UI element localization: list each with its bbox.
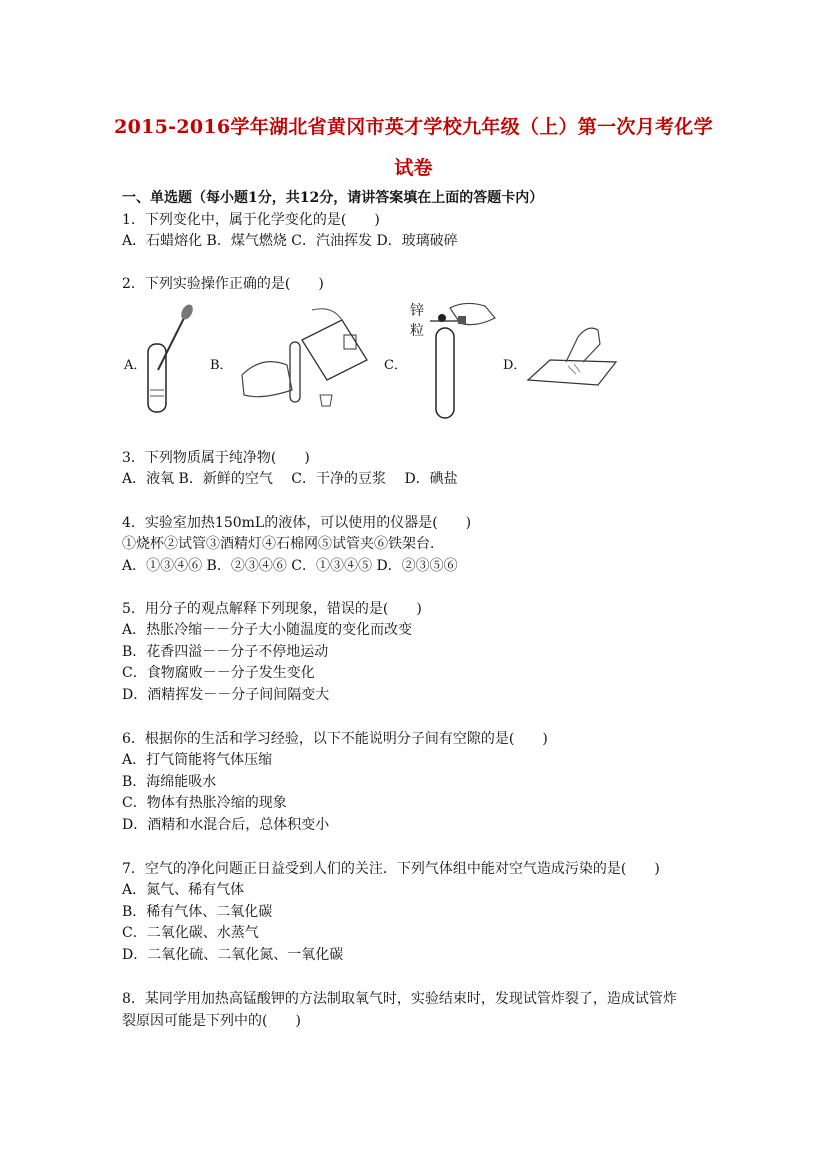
- figure-a-dropper-in-tube: [140, 300, 210, 420]
- figure-d-hand-on-paper: [528, 322, 618, 392]
- title-line-1: 2015-2016学年湖北省黄冈市英才学校九年级（上）第一次月考化学: [114, 116, 713, 138]
- question-7-option-b: B．稀有气体、二氧化碳: [122, 904, 273, 920]
- question-1-options: A．石蜡熔化 B．煤气燃烧 C．汽油挥发 D．玻璃破碎: [122, 233, 458, 249]
- zinc-label-2: 粒: [410, 323, 424, 339]
- figure-c-zinc-into-tube: [430, 298, 500, 423]
- question-6-option-b: B．海绵能吸水: [122, 774, 217, 790]
- question-8-stem-cont: 裂原因可能是下列中的( ): [122, 1013, 301, 1029]
- question-6-option-d: D．酒精和水混合后，总体积变小: [122, 817, 330, 833]
- question-4-stem: 4．实验室加热150mL的液体，可以使用的仪器是( ): [122, 515, 472, 531]
- question-4-options: A．①③④⑥ B．②③④⑥ C．①③④⑤ D．②③⑤⑥: [122, 558, 458, 574]
- question-5-option-b: B．花香四溢－－分子不停地运动: [122, 644, 329, 660]
- question-6-stem: 6．根据你的生活和学习经验，以下不能说明分子间有空隙的是( ): [122, 731, 548, 747]
- question-7-option-a: A．氮气、稀有气体: [122, 882, 245, 898]
- question-8-stem: 8．某同学用加热高锰酸钾的方法制取氧气时，实验结束时，发现试管炸裂了，造成试管炸: [122, 991, 677, 1007]
- question-7-option-c: C．二氧化碳、水蒸气: [122, 925, 259, 941]
- question-7-stem: 7．空气的净化问题正日益受到人们的关注．下列气体组中能对空气造成污染的是( ): [122, 861, 660, 877]
- figure-label-c: C．: [384, 358, 407, 373]
- title-line-2: 试卷: [394, 157, 433, 179]
- question-7-option-d: D．二氧化硫、二氧化氮、一氧化碳: [122, 947, 344, 963]
- question-6-option-c: C．物体有热胀冷缩的现象: [122, 795, 287, 811]
- question-5-option-a: A．热胀冷缩－－分子大小随温度的变化而改变: [122, 622, 413, 638]
- figure-label-b: B．: [210, 358, 233, 373]
- figure-b-pouring-liquid: [232, 300, 372, 420]
- question-3-stem: 3．下列物质属于纯净物( ): [122, 450, 310, 466]
- question-3-options: A．液氧 B．新鲜的空气 C．干净的豆浆 D．碘盐: [122, 471, 458, 487]
- figure-label-a: A．: [124, 358, 147, 373]
- question-2-stem: 2．下列实验操作正确的是( ): [122, 276, 324, 292]
- section-heading: 一、单选题（每小题1分，共12分，请讲答案填在上面的答题卡内）: [122, 190, 544, 206]
- question-6-option-a: A．打气筒能将气体压缩: [122, 752, 273, 768]
- figure-label-d: D．: [503, 358, 527, 373]
- question-1-stem: 1．下列变化中，属于化学变化的是( ): [122, 212, 380, 228]
- question-5-option-c: C．食物腐败－－分子发生变化: [122, 665, 315, 681]
- question-5-option-d: D．酒精挥发－－分子间间隔变大: [122, 687, 330, 703]
- question-5-stem: 5．用分子的观点解释下列现象，错误的是( ): [122, 601, 422, 617]
- zinc-label-1: 锌: [410, 303, 424, 319]
- question-4-items: ①烧杯②试管③酒精灯④石棉网⑤试管夹⑥铁架台．: [122, 536, 444, 552]
